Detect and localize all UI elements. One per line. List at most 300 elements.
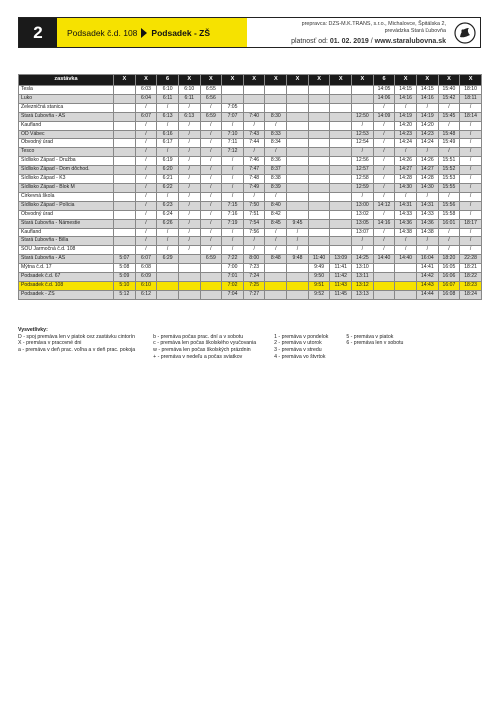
departure-time: 6:04 xyxy=(135,94,157,103)
departure-time: 16:06 xyxy=(438,273,460,282)
column-header-trip: X xyxy=(222,75,244,86)
departure-time: 14:26 xyxy=(416,157,438,166)
departure-time xyxy=(114,210,136,219)
departure-time: / xyxy=(373,183,395,192)
departure-time: / xyxy=(460,103,482,112)
table-row xyxy=(19,86,482,95)
departure-time xyxy=(330,130,352,139)
departure-time: 14:38 xyxy=(416,228,438,237)
route-from: Podsadek č.d. 108 xyxy=(67,27,138,38)
departure-time xyxy=(308,219,330,228)
departure-time: 13:12 xyxy=(352,281,374,290)
departure-time: / xyxy=(460,183,482,192)
legend-item: 5 - premáva v piatok xyxy=(346,333,394,340)
table-row xyxy=(19,228,482,237)
departure-time: / xyxy=(222,157,244,166)
line-number: 2 xyxy=(19,18,57,47)
departure-time: / xyxy=(135,157,157,166)
departure-time: / xyxy=(438,103,460,112)
departure-time: 15:51 xyxy=(438,157,460,166)
departure-time: / xyxy=(200,228,222,237)
departure-time: / xyxy=(178,219,200,228)
departure-time xyxy=(330,237,352,246)
departure-time: 7:51 xyxy=(243,210,265,219)
departure-time: / xyxy=(416,148,438,157)
departure-time: 6:17 xyxy=(157,139,179,148)
departure-time xyxy=(308,183,330,192)
column-header-trip: X xyxy=(135,75,157,86)
departure-time xyxy=(200,281,222,290)
departure-time: 12:56 xyxy=(352,157,374,166)
departure-time xyxy=(114,112,136,121)
departure-time: 13:09 xyxy=(330,255,352,264)
legend-item: 2 - premáva v utorok xyxy=(274,340,322,347)
departure-time: 14:15 xyxy=(395,86,417,95)
departure-time: 18:23 xyxy=(460,281,482,290)
departure-time: 7:49 xyxy=(243,183,265,192)
departure-time: / xyxy=(157,246,179,255)
stop-name: Stará Ľubovňa - AS xyxy=(19,255,114,264)
departure-time: / xyxy=(395,103,417,112)
departure-time: 14:40 xyxy=(395,255,417,264)
departure-time: 7:56 xyxy=(243,228,265,237)
departure-time: / xyxy=(460,210,482,219)
departure-time: 16:07 xyxy=(438,281,460,290)
departure-time: / xyxy=(352,192,374,201)
departure-time: / xyxy=(157,121,179,130)
departure-time: 11:42 xyxy=(330,273,352,282)
departure-time: 14:28 xyxy=(395,175,417,184)
departure-time: 6:56 xyxy=(200,94,222,103)
departure-time: 6:26 xyxy=(157,219,179,228)
departure-time: 11:41 xyxy=(330,264,352,273)
departure-time: / xyxy=(200,121,222,130)
departure-time xyxy=(265,290,287,299)
departure-time: / xyxy=(416,103,438,112)
stop-name: Tesla xyxy=(19,86,114,95)
legend-title: Vysvetlivky: xyxy=(18,326,48,333)
departure-time: 14:38 xyxy=(395,228,417,237)
departure-time: 7:27 xyxy=(243,290,265,299)
departure-time xyxy=(287,157,309,166)
departure-time: / xyxy=(222,237,244,246)
departure-time: / xyxy=(135,228,157,237)
departure-time: 13:11 xyxy=(352,273,374,282)
departure-time xyxy=(352,94,374,103)
departure-time xyxy=(287,273,309,282)
legend-item: D - spoj premáva len v piatok cez zastávku cintorín xyxy=(18,333,136,340)
departure-time xyxy=(114,157,136,166)
departure-time xyxy=(178,255,200,264)
departure-time: / xyxy=(178,183,200,192)
departure-time xyxy=(114,121,136,130)
departure-time: 18:10 xyxy=(460,86,482,95)
departure-time: / xyxy=(352,148,374,157)
table-row xyxy=(19,94,482,103)
legend-item: 1 - premáva v pondelok xyxy=(274,333,329,340)
departure-time: 8:33 xyxy=(265,130,287,139)
departure-time xyxy=(287,281,309,290)
departure-time: / xyxy=(222,121,244,130)
departure-time: 7:07 xyxy=(222,112,244,121)
departure-time: / xyxy=(438,192,460,201)
departure-time xyxy=(114,246,136,255)
departure-time: 18:20 xyxy=(438,255,460,264)
departure-time xyxy=(308,246,330,255)
operator-line2: prevádzka Stará Ľubovňa xyxy=(384,28,446,34)
stop-name: Sídlisko Západ - Dom dôchod. xyxy=(19,166,114,175)
departure-time: / xyxy=(373,175,395,184)
route-title xyxy=(57,18,247,47)
departure-time: 7:48 xyxy=(243,175,265,184)
departure-time xyxy=(200,264,222,273)
departure-time xyxy=(330,112,352,121)
departure-time: / xyxy=(135,183,157,192)
departure-time: / xyxy=(265,192,287,201)
departure-time xyxy=(330,139,352,148)
legend-item: X - premáva v pracovné dni xyxy=(18,340,82,347)
table-row xyxy=(19,246,482,255)
departure-time: 14:05 xyxy=(373,86,395,95)
departure-time: / xyxy=(200,175,222,184)
departure-time: 13:10 xyxy=(352,264,374,273)
operator-info xyxy=(247,18,450,47)
table-row xyxy=(19,148,482,157)
departure-time xyxy=(287,112,309,121)
departure-time: 13:05 xyxy=(352,219,374,228)
departure-time: / xyxy=(135,201,157,210)
table-row xyxy=(19,175,482,184)
stop-name: Cirkevná škola xyxy=(19,192,114,201)
table-header-row xyxy=(19,75,482,86)
departure-time: 7:12 xyxy=(222,148,244,157)
legend-item: 3 - premáva v stredu xyxy=(274,347,322,354)
departure-time: / xyxy=(200,237,222,246)
departure-time: 12:53 xyxy=(352,130,374,139)
column-header-trip: X xyxy=(416,75,438,86)
departure-time: 14:24 xyxy=(395,139,417,148)
table-row xyxy=(19,183,482,192)
departure-time: / xyxy=(243,192,265,201)
departure-time: 14:23 xyxy=(395,130,417,139)
departure-time: 15:56 xyxy=(438,201,460,210)
departure-time xyxy=(330,192,352,201)
departure-time: 7:10 xyxy=(222,130,244,139)
departure-time: 8:39 xyxy=(265,183,287,192)
departure-time xyxy=(157,264,179,273)
departure-time: 6:08 xyxy=(135,264,157,273)
column-header-stop: zastávka xyxy=(19,75,114,86)
departure-time: 15:49 xyxy=(438,139,460,148)
departure-time: / xyxy=(460,139,482,148)
departure-time xyxy=(287,183,309,192)
departure-time: / xyxy=(243,246,265,255)
departure-time: 6:10 xyxy=(135,281,157,290)
departure-time: / xyxy=(157,148,179,157)
departure-time: 14:27 xyxy=(395,166,417,175)
departure-time: 6:11 xyxy=(157,94,179,103)
departure-time xyxy=(114,103,136,112)
departure-time xyxy=(114,166,136,175)
departure-time: 14:16 xyxy=(373,219,395,228)
departure-time: 7:23 xyxy=(243,264,265,273)
departure-time xyxy=(114,86,136,95)
departure-time: / xyxy=(460,175,482,184)
departure-time xyxy=(330,210,352,219)
departure-time: / xyxy=(178,157,200,166)
table-row xyxy=(19,201,482,210)
departure-time xyxy=(330,166,352,175)
departure-time: 13:02 xyxy=(352,210,374,219)
departure-time: 7:04 xyxy=(222,290,244,299)
departure-time: 5:09 xyxy=(114,273,136,282)
departure-time: / xyxy=(200,130,222,139)
departure-time xyxy=(287,201,309,210)
departure-time: / xyxy=(438,237,460,246)
departure-time xyxy=(330,183,352,192)
departure-time: / xyxy=(135,175,157,184)
departure-time: 8:48 xyxy=(265,255,287,264)
departure-time: 7:40 xyxy=(243,112,265,121)
departure-time xyxy=(287,121,309,130)
departure-time: / xyxy=(200,219,222,228)
departure-time: / xyxy=(200,246,222,255)
departure-time: 14:33 xyxy=(395,210,417,219)
departure-time: / xyxy=(157,192,179,201)
departure-time: 13:07 xyxy=(352,228,374,237)
departure-time: 5:08 xyxy=(114,264,136,273)
departure-time: 9:49 xyxy=(308,264,330,273)
valid-date: 01. 02. 2019 xyxy=(329,38,369,45)
departure-time: / xyxy=(222,166,244,175)
arrow-right-icon xyxy=(141,28,147,38)
departure-time: 11:43 xyxy=(330,281,352,290)
route-to: Podsadek - ZŠ xyxy=(151,27,210,38)
departure-time xyxy=(114,219,136,228)
departure-time xyxy=(157,281,179,290)
departure-time: 15:53 xyxy=(438,175,460,184)
departure-time: 6:13 xyxy=(178,112,200,121)
departure-time: / xyxy=(157,103,179,112)
departure-time: 6:13 xyxy=(157,112,179,121)
departure-time: 14:30 xyxy=(395,183,417,192)
departure-time: / xyxy=(460,157,482,166)
departure-time: 22:28 xyxy=(460,255,482,264)
departure-time: 14:28 xyxy=(416,175,438,184)
departure-time xyxy=(287,94,309,103)
stop-name: Tesco xyxy=(19,148,114,157)
departure-time: 6:07 xyxy=(135,255,157,264)
departure-time xyxy=(178,264,200,273)
legend-item: 6 - premáva len v sobotu xyxy=(346,340,404,347)
table-row xyxy=(19,166,482,175)
departure-time xyxy=(373,264,395,273)
departure-time: 14:09 xyxy=(373,112,395,121)
departure-time xyxy=(200,273,222,282)
departure-time xyxy=(287,175,309,184)
timetable xyxy=(18,74,482,300)
stop-name: Luko xyxy=(19,94,114,103)
departure-time: / xyxy=(460,228,482,237)
departure-time: 16:05 xyxy=(438,264,460,273)
departure-time: / xyxy=(178,246,200,255)
departure-time: / xyxy=(352,121,374,130)
departure-time: 9:45 xyxy=(287,219,309,228)
departure-time: 6:10 xyxy=(157,86,179,95)
departure-time: 7:25 xyxy=(243,281,265,290)
column-header-trip: X xyxy=(308,75,330,86)
column-header-trip: X xyxy=(352,75,374,86)
table-row xyxy=(19,192,482,201)
departure-time: 14:30 xyxy=(416,183,438,192)
departure-time: 15:48 xyxy=(438,130,460,139)
column-header-trip: X xyxy=(287,75,309,86)
departure-time: / xyxy=(265,246,287,255)
departure-time: / xyxy=(200,139,222,148)
departure-time xyxy=(114,94,136,103)
departure-time: 8:37 xyxy=(265,166,287,175)
departure-time xyxy=(330,201,352,210)
departure-time: 14:41 xyxy=(416,264,438,273)
table-row xyxy=(19,255,482,264)
table-row xyxy=(19,290,482,299)
stop-name: Obvodný úrad xyxy=(19,139,114,148)
departure-time: / xyxy=(222,192,244,201)
departure-time: / xyxy=(178,121,200,130)
departure-time: / xyxy=(135,103,157,112)
departure-time: 6:11 xyxy=(178,94,200,103)
departure-time: / xyxy=(135,219,157,228)
departure-time xyxy=(352,103,374,112)
stop-name: SOU Jarmočná č.d. 108 xyxy=(19,246,114,255)
departure-time: 6:12 xyxy=(135,290,157,299)
departure-time: 7:46 xyxy=(243,157,265,166)
legend-item: c - premáva len počas školského vyučovania xyxy=(153,340,257,347)
departure-time xyxy=(287,86,309,95)
departure-time: / xyxy=(222,175,244,184)
departure-time xyxy=(178,290,200,299)
departure-time: / xyxy=(373,192,395,201)
departure-time: / xyxy=(222,183,244,192)
departure-time xyxy=(308,210,330,219)
departure-time: 18:21 xyxy=(460,264,482,273)
departure-time: / xyxy=(178,228,200,237)
stop-name: Sídlisko Západ - Polícia xyxy=(19,201,114,210)
departure-time: / xyxy=(178,210,200,219)
departure-time: / xyxy=(373,166,395,175)
departure-time xyxy=(265,273,287,282)
departure-time xyxy=(114,201,136,210)
departure-time: 7:11 xyxy=(222,139,244,148)
departure-time xyxy=(330,157,352,166)
departure-time: 7:50 xyxy=(243,201,265,210)
departure-time: / xyxy=(135,130,157,139)
stop-name: Stará Ľubovňa - AS xyxy=(19,112,114,121)
departure-time: 14:44 xyxy=(416,290,438,299)
departure-time xyxy=(287,264,309,273)
departure-time: 12:59 xyxy=(352,183,374,192)
city-logo-icon xyxy=(450,18,480,47)
departure-time: / xyxy=(373,246,395,255)
departure-time: / xyxy=(200,210,222,219)
legend-item: a - premáva v deň prac. voľna a v deň prac. pokoja xyxy=(18,347,136,354)
departure-time: 12:58 xyxy=(352,175,374,184)
departure-time: 15:45 xyxy=(438,112,460,121)
stop-name: Železničná stanica xyxy=(19,103,114,112)
legend-col-4 xyxy=(346,327,403,361)
departure-time: / xyxy=(416,192,438,201)
departure-time: / xyxy=(157,228,179,237)
departure-time: / xyxy=(287,228,309,237)
departure-time: 6:29 xyxy=(157,255,179,264)
departure-time: / xyxy=(200,103,222,112)
departure-time xyxy=(222,86,244,95)
departure-time: / xyxy=(265,228,287,237)
table-row xyxy=(19,237,482,246)
departure-time: / xyxy=(265,237,287,246)
departure-time: 6:20 xyxy=(157,166,179,175)
departure-time: / xyxy=(200,192,222,201)
departure-time: / xyxy=(135,246,157,255)
departure-time: / xyxy=(200,157,222,166)
departure-time: 15:52 xyxy=(438,166,460,175)
departure-time: 14:33 xyxy=(416,210,438,219)
departure-time: 7:16 xyxy=(222,210,244,219)
departure-time: / xyxy=(373,130,395,139)
legend-item: 4 - premáva vo štvrtok xyxy=(274,353,326,360)
departure-time: / xyxy=(178,192,200,201)
departure-time: / xyxy=(438,148,460,157)
departure-time: 15:42 xyxy=(438,94,460,103)
departure-time: 6:59 xyxy=(200,112,222,121)
departure-time: 14:24 xyxy=(416,139,438,148)
departure-time: / xyxy=(373,157,395,166)
departure-time xyxy=(287,139,309,148)
legend-col-2 xyxy=(153,327,256,361)
departure-time xyxy=(287,192,309,201)
departure-time xyxy=(243,103,265,112)
departure-time: 9:50 xyxy=(308,273,330,282)
departure-time xyxy=(287,103,309,112)
departure-time: 18:14 xyxy=(460,112,482,121)
departure-time xyxy=(265,86,287,95)
table-row xyxy=(19,130,482,139)
legend-item: w - premáva len počas školských prázdnin xyxy=(153,347,251,354)
column-header-trip: X xyxy=(178,75,200,86)
departure-time: 8:45 xyxy=(265,219,287,228)
departure-time: 6:24 xyxy=(157,210,179,219)
timetable-page xyxy=(18,17,481,361)
departure-time xyxy=(243,94,265,103)
departure-time xyxy=(330,86,352,95)
departure-time xyxy=(265,103,287,112)
column-header-trip: 6 xyxy=(157,75,179,86)
table-row xyxy=(19,112,482,121)
departure-time xyxy=(114,183,136,192)
departure-time: / xyxy=(178,201,200,210)
departure-time: / xyxy=(460,166,482,175)
departure-time xyxy=(308,103,330,112)
departure-time xyxy=(330,219,352,228)
departure-time xyxy=(308,175,330,184)
operator-line1: prepravca: DZS-M.K.TRANS, s.r.o., Michalovce, Špitálska 2, xyxy=(301,21,446,27)
column-header-trip: X xyxy=(438,75,460,86)
table-row xyxy=(19,139,482,148)
departure-time xyxy=(352,86,374,95)
departure-time: / xyxy=(135,148,157,157)
departure-time xyxy=(287,290,309,299)
departure-time: 8:42 xyxy=(265,210,287,219)
